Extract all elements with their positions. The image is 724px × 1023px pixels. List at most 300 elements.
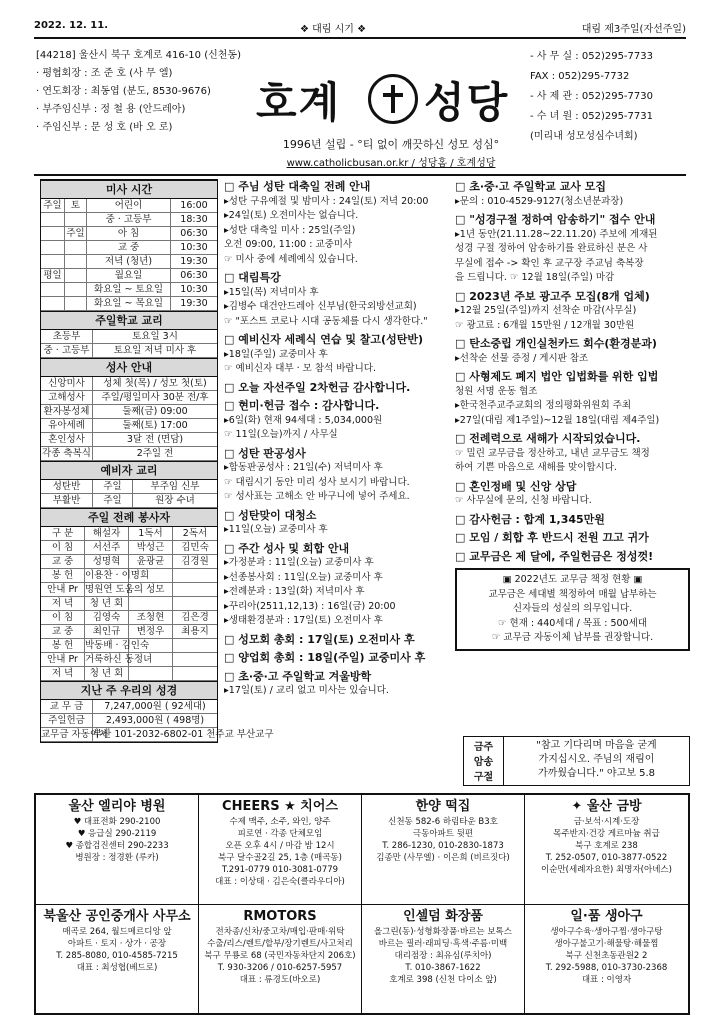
season-label: ❖ 대림 시기 ❖ [300,24,367,35]
schedule-cell [173,597,217,610]
notice-item [224,447,452,505]
notice-line: ▸11일(오늘) 교중미사 후 [224,524,328,535]
notice-line: ☞ 광고료 : 6개월 15만원 / 12개월 30만원 [455,319,635,331]
schedule-cell: 화요일 ~ 토요일 [87,283,171,296]
ad-line: 김종만 (사무엘) · 이은희 (비르짓다) [376,853,510,863]
schedule-cell: 최용지 [181,626,209,637]
schedule-cell: 10:30 [180,242,208,253]
notice-item [455,480,690,509]
schedule-row [41,255,217,269]
ad-line: 전차종/신차/중고차/매입·판매·위탁 [215,927,345,937]
schedule-row [41,330,217,344]
schedule-row [41,625,217,639]
schedule-cell: 2,493,000원 ( 498명) [105,715,205,726]
notice-item [455,550,690,565]
notices-column-right [455,180,690,651]
schedule-cell: 아 침 [87,227,171,240]
schedule-cell [173,667,217,680]
ad-line: 목주반지·건강 게르마늄 취급 [553,829,660,839]
parish-info-line: · 주임신부 : 문 성 호 (바 오 로) [36,122,173,133]
schedule-cell: 김영숙 [85,611,129,624]
notice-heading: □ 전례력으로 새해가 시작되었습니다. [455,432,641,445]
ad-line: T.291-0779 010-3081-0779 [221,865,339,875]
schedule-cell: 3달 전 (면담) [126,434,184,445]
schedule-cell [41,227,65,240]
schedule-section-header: 주일 전례 봉사자 [41,508,217,527]
schedule-row [41,419,217,433]
schedule-cell: 토요일 저녁 미사 후 [113,345,197,356]
schedule-cell: 안내 Pr [41,583,85,596]
schedule-cell: 교 무 금 [41,700,93,713]
notice-line: 무실에 접수 -> 확인 후 교구장 주교님 축복장 [455,257,644,269]
notice-item [224,271,452,329]
dues-line: ☞ 현재 : 440세대 / 목표 : 500세대 [498,617,647,629]
schedule-section-header: 성사 안내 [41,358,217,377]
notice-item [224,180,452,267]
ad-line: 대표 : 류경도(바오로) [239,975,321,985]
ad-line: 대표 : 이영자 [581,975,632,985]
notice-line: ▸선착순 선물 증정 / 게시판 참조 [455,352,589,364]
schedule-row [41,653,217,667]
ad-name: 울산 엘리야 병원 [68,799,166,814]
notice-line: ▸15일(목) 저녁미사 후 [224,286,319,298]
verse-label [464,737,504,785]
notice-heading: □ 초·중·고 주일학교 교사 모집 [455,180,606,193]
schedule-section-header: 주일학교 교리 [41,311,217,330]
notice-heading: □ 성탄 판공성사 [224,446,306,460]
schedule-cell [173,653,217,666]
schedule-cell: 중 · 고등부 [87,213,171,226]
notice-item [224,381,452,396]
schedule-row [41,433,217,447]
ad-name: 한양 떡집 [415,799,471,814]
verse-label-line: 구절 [473,772,494,783]
schedule-cell [65,255,87,268]
verse-text-line: "참고 기다리며 마음을 굳게 [536,740,657,751]
schedule-row [41,213,217,227]
schedule-row [41,611,217,625]
notice-item [455,337,690,366]
ad-line: 신천동 582-6 하림타운 B3호 [388,817,498,827]
notice-line: ☞ 미사 중에 세례예식 있습니다. [224,253,358,265]
ad-line: T. 292-5988, 010-3730-2368 [545,963,668,973]
schedule-cell: 구 분 [41,527,85,540]
ad-line: 피로연 · 각종 단체모임 [237,829,323,839]
ad-line: T. 285-8080, 010-4585-7215 [56,951,178,961]
ad-line: 이순만(세례자요한) 최명자(아녜스) [541,865,672,875]
founding-line: 1996년 설립 - °티 없이 깨끗하신 성모 성심° [282,138,500,151]
schedule-row [41,283,217,297]
notice-line: ▸27일(대림 제1주일)~12월 18일(대림 제4주일) [455,414,660,426]
notice-heading: □ 양업회 총회 : 18일(주일) 교중미사 후 [224,651,426,664]
schedule-cell: 교무금 자동이체 [41,729,109,740]
schedule-cell: 16:00 [180,200,208,211]
schedule-cell: 18:30 [180,214,208,225]
notice-line: ▸생태환경분과 : 17일(토) 오전미사 후 [224,615,383,626]
schedule-cell [129,667,173,680]
schedule-cell: 주일 [65,227,87,240]
schedule-row [41,541,217,555]
schedule-cell [129,639,173,652]
ad-line: 바르는 필러·래피딩·흑색·주름·미백 [378,939,508,949]
schedule-row [41,199,217,213]
schedule-row [41,569,217,583]
schedule-cell: 중 · 고등부 [41,344,93,357]
schedule-cell: 19:30 [180,298,208,309]
notice-line: ▸성탄 구유예절 및 밤미사 : 24일(토) 저녁 20:00 [224,195,429,207]
verse-label-line: 금주 [473,742,494,753]
parish-info-line: · 부주임신부 : 정 철 용 (안드레아) [36,104,186,115]
notice-item [224,333,452,377]
schedule-cell [41,241,65,254]
schedule-cell [173,569,217,582]
schedule-cell: 신앙미사 [41,377,93,390]
schedule-cell: 초등부 [41,330,93,343]
schedule-section-header: 지난 주 우리의 성경 [41,681,217,700]
ad-card [525,905,689,1015]
schedule-cell: 교 중 [87,241,171,254]
schedule-row [41,728,274,742]
schedule-cell: 청 년 회 [85,667,129,680]
notice-item [455,180,690,209]
schedule-cell: 부주임 신부 [150,481,200,492]
parish-logo [256,70,520,130]
ad-card [199,905,362,1015]
ad-line: 대표 : 최성협(베드로) [76,963,158,973]
schedule-cell [173,583,217,596]
notice-item [224,670,452,699]
schedule-cell: 청 년 회 [85,597,129,610]
notice-heading: □ 감사헌금 : 합계 1,345만원 [455,512,605,526]
schedule-row [41,227,217,241]
ad-line: T. 010-3867-1622 [405,963,481,973]
ad-line: 아파트 · 토지 · 상가 · 공장 [67,939,167,949]
schedule-cell: 주일헌금 [41,714,93,727]
schedule-row [41,597,217,611]
schedule-cell: 주일 [41,199,65,212]
notice-heading: □ 혼인정배 및 신앙 상담 [455,479,577,493]
notice-line: ☞ 사무실에 문의, 신청 바랍니다. [455,495,592,506]
notice-item [455,370,690,428]
schedule-cell: 저 녁 [41,597,85,610]
schedule-cell: 7,247,000원 ( 92세대) [104,701,206,712]
schedule-cell: 부산 101-2032-6802-01 천주교 부산교구 [93,729,274,740]
schedule-cell: 명원연 도움의 성모 [85,584,165,595]
ad-line: 대리점장 : 최유심(루치아) [394,951,492,961]
notice-heading: □ 오늘 자선주일 2차헌금 감사합니다. [224,380,411,394]
schedule-cell: 주일 [93,494,133,507]
schedule-cell: 10:30 [180,284,208,295]
schedule-cell: 조청현 [129,611,173,624]
schedule-row [41,555,217,569]
ad-line: ♥ 종합검진센터 290-2233 [65,841,169,851]
schedule-cell [129,653,173,666]
schedule-cell: 서선주 [85,541,129,554]
schedule-cell: 이 침 [41,611,85,624]
notice-line: 성경 구절 정하여 암송하기를 완료하신 분은 사 [455,243,648,254]
schedule-row [41,241,217,255]
notice-item [224,633,452,648]
notice-heading: □ 예비신자 세례식 연습 및 찰고(성탄반) [224,333,423,346]
notice-line: ▸선종봉사회 : 11일(오늘) 교중미사 후 [224,571,383,583]
schedule-cell: 토요일 3시 [132,331,178,342]
schedule-cell [41,297,65,310]
dues-line: ▣ 2022년도 교무금 책정 현황 ▣ [502,574,643,585]
ad-line: 오픈 오후 4시 / 마감 밤 12시 [225,841,335,851]
schedule-cell: 환자봉성체 [41,405,93,418]
notice-item [455,213,690,286]
schedule-cell: 저 녁 [41,667,85,680]
schedule-cell: 2주일 전 [136,448,174,459]
schedule-cell: 화요일 ~ 목요일 [87,297,171,310]
schedule-cell [129,583,173,596]
dues-line: 신자들의 성실의 의무입니다. [512,603,633,614]
notice-heading: □ 2023년 주보 광고주 모집(8개 업체) [455,289,650,303]
schedule-cell: 교 중 [41,555,85,568]
ad-line: ♥ 대표전화 290-2100 [73,817,161,827]
ad-card [362,795,525,905]
schedule-cell: 혼인성사 [41,433,93,446]
schedule-cell: 교 중 [41,625,85,638]
schedule-row [41,269,217,283]
website-link[interactable]: www.catholicbusan.or.kr / 성당홈 / 호계성당 [286,158,496,169]
ad-line: 북구 무룡로 68 (국민자동차단지 206호) [204,951,356,961]
schedule-cell: 주일/평일미사 30분 전/후 [101,392,209,403]
ad-line: 병원장 : 정경환 (루카) [75,853,159,863]
notice-line: ▸12월 25일(주일)까지 선착순 마감(사무실) [455,305,637,316]
notice-line: 오전 09:00, 11:00 : 교중미사 [224,239,353,250]
schedule-cell: 각종 축복식 [41,447,93,460]
parish-info-line: [44218] 울산시 북구 호계로 416-10 (신천동) [36,50,241,61]
logo-text-a: 호계 [256,78,342,127]
memory-verse [463,736,690,786]
contact-line: - 수 녀 원 : 052)295-7731 [530,111,653,122]
notice-heading: □ 대림특강 [224,271,281,284]
ad-line: 북구 달수골2길 25, 1층 (매곡동) [218,853,342,863]
schedule-cell: 부활반 [41,494,93,507]
ad-name: 북울산 공인중개사 사무소 [43,909,191,924]
notice-line: ☞ 대림시기 동안 미리 성사 보시기 바랍니다. [224,476,410,488]
contact-line: - 사 제 관 : 052)295-7730 [530,91,653,102]
schedule-cell [65,241,87,254]
notice-line: ▸전례분과 : 13일(화) 저녁미사 후 [224,586,365,597]
ad-line: 올그린(동)·성형화장품·바르는 보톡스 [374,927,512,937]
notice-item [455,432,690,476]
notice-line: ▸24일(토) 오전미사는 없습니다. [224,210,359,221]
notice-item [455,513,690,528]
schedule-cell [65,283,87,296]
parish-info-line: · 연도회장 : 최동엽 (분도, 8530-9676) [36,86,211,97]
schedule-cell: 해설자 [85,527,129,540]
notice-line: ▸김병수 대건안드레아 신부님(한국외방선교회) [224,301,417,312]
ad-line: 북구 신천초동관원2 2 [565,951,648,961]
ad-name: 인셀덤 화장품 [403,909,483,924]
ad-line: 북구 호계로 238 [575,841,638,851]
schedule-row [41,447,217,461]
notice-item [224,399,452,443]
contact-line: FAX : 052)295-7732 [530,71,630,82]
parish-info-line: · 평협회장 : 조 준 호 (사 무 엘) [36,68,173,79]
schedule-cell [41,213,65,226]
notice-heading: □ 주간 성사 및 회합 안내 [224,541,350,555]
schedule-cell: 김민숙 [181,542,209,553]
cross-emblem-icon [368,74,418,124]
schedule-cell: 둘째(토) 17:00 [122,420,188,431]
schedule-cell: 유아세례 [41,419,93,432]
ad-line: 생아구불고기·해물탕·해물찜 [554,939,659,949]
schedule-section-header: 예비자 교리 [41,461,217,480]
schedule-cell: 토 [65,199,87,212]
top-bar [34,20,686,36]
ad-line: T. 252-0507, 010-3877-0522 [545,853,668,863]
schedule-cell: 이 침 [41,541,85,554]
ad-line: 매곡로 264, 월드메르디앙 앞 [62,927,172,937]
notice-heading: □ 탄소중립 개인실천카드 회수(환경분과) [455,337,657,350]
schedule-cell [65,269,87,282]
schedule-row [41,639,217,653]
notice-line: ☞ 밀린 교무금을 정산하고, 내년 교무금도 책정 [455,447,650,459]
notice-item [224,542,452,629]
schedule-cell: 윤광균 [129,555,173,568]
schedule-cell: 06:30 [180,228,208,239]
schedule-cell: 주일 [93,480,133,493]
ad-line: 호계로 398 (신천 다이소 앞) [389,975,497,985]
sunday-label: 대림 제3주일(자선주일) [581,24,686,35]
notice-item [455,531,690,546]
notice-line: ▸17일(토) / 교리 없고 미사는 있습니다. [224,685,389,696]
schedule-cell: 19:30 [180,256,208,267]
ad-line: 생아구수육·생아구찜·생아구탕 [550,927,663,937]
dues-box [455,568,690,651]
schedule-cell: 저녁 (청년) [87,255,171,268]
schedule-row [41,700,217,714]
verse-text [504,737,689,785]
ad-name: ✦ 울산 금방 [571,799,642,814]
contact-info [530,47,690,147]
contact-line: - 사 무 실 : 052)295-7733 [530,51,653,62]
ads-grid [34,793,690,1015]
verse-label-line: 암송 [473,757,494,768]
schedule-cell: 성탄반 [41,480,93,493]
schedule-cell [65,213,87,226]
schedule-cell: 박동배 · 김인숙 [85,640,150,651]
schedule-cell: 둘째(금) 09:00 [122,406,188,417]
schedule-cell [173,639,217,652]
ad-card [199,795,362,905]
notice-item [224,651,452,666]
schedule-cell: 최인규 [85,625,129,638]
notice-item [455,290,690,334]
notice-heading: □ 성탄맞이 대청소 [224,508,317,522]
notice-heading: □ 성모회 총회 : 17일(토) 오전미사 후 [224,632,415,646]
schedule-cell: 변정우 [129,625,173,638]
notices-column-middle [224,180,452,703]
verse-text-line: 가까웠습니다." 야고보 5.8 [538,768,655,779]
schedule-cell [129,569,173,582]
schedule-cell: 월요일 [87,269,171,282]
schedule-cell: 평일 [41,269,65,282]
schedule-section-header: 미사 시간 [41,180,217,199]
ad-line: 대표 : 이상태 · 김은숙(클라우디아) [215,877,345,887]
schedule-cell: 고해성사 [41,391,93,404]
notice-line: ▸합동판공성사 : 21일(수) 저녁미사 후 [224,462,383,473]
issue-date: 2022. 12. 11. [34,20,109,31]
notice-line: ▸성탄 대축일 미사 : 25일(주일) [224,224,356,236]
schedule-cell [129,597,173,610]
schedule-row [41,527,217,541]
ad-line: 수출/리스/렌트/할부/장기렌트/사고처리 [207,939,353,949]
notice-line: 을 드립니다. ☞ 12월 18일(주일) 마감 [455,272,615,283]
dues-line: 교무금은 세대별 책정하여 매월 납부하는 [488,588,657,600]
notice-line: ▸꾸리아(2511,12,13) : 16일(금) 20:00 [224,600,396,612]
schedule-cell: 김은경 [181,612,209,623]
notice-line: ☞ "포스트 코로나 시대 공동체를 다시 생각한다." [224,315,428,327]
schedule-row [41,391,217,405]
notice-line: ☞ 성사표는 고해소 안 바구니에 넣어 주세요. [224,491,410,502]
notice-line: ☞ 예비신자 대부 · 모 참석 바랍니다. [224,363,376,374]
ad-name: CHEERS ★ 치어스 [222,799,338,814]
schedule-cell: 김경원 [181,556,209,567]
schedule-row [41,494,217,508]
ad-line: T. 286-1230, 010-2830-1873 [382,841,504,851]
ad-card [362,905,525,1015]
ad-card [36,795,199,905]
schedule-row [41,480,217,494]
notice-line: ▸한국천주교주교회의 정의평화위원회 주최 [455,400,631,411]
notice-line: ☞ 11일(오늘)까지 / 사무실 [224,429,338,440]
notice-heading: □ 현미·헌금 접수 : 감사합니다. [224,399,380,412]
schedule-cell: 원장 수녀 [155,495,195,506]
logo-text-b: 성당 [424,78,510,127]
schedule-cell: 거룩하신 동정녀 [85,654,153,665]
schedule-cell: 이용찬 · 이명희 [85,570,150,581]
schedule-row [41,344,217,358]
schedule-row [41,583,217,597]
schedule-cell: 안내 Pr [41,653,85,666]
notice-heading: □ 모임 / 회합 후 반드시 전원 끄고 귀가 [455,531,649,544]
ad-line: T. 930-3206 / 010-6257-5957 [217,963,343,973]
schedule-cell: 2독서 [182,528,208,539]
ad-card [525,795,689,905]
ad-name: RMOTORS [243,909,317,924]
schedule-cell [41,283,65,296]
dues-line: ☞ 교무금 자동이체 납부를 권장합니다. [491,632,654,643]
ad-line: 금·보석·시계·도장 [573,817,640,827]
schedule-cell: 어린이 [87,199,171,212]
notice-item [224,509,452,538]
schedule-cell: 성체 첫(목) / 성모 첫(토) [103,378,207,389]
schedule-cell: 봉 헌 [41,639,85,652]
notice-line: 청원 서명 운동 협조 [455,385,538,397]
schedule-cell: 06:30 [180,270,208,281]
schedule-cell: 성명혁 [85,555,129,568]
schedule-cell [41,255,65,268]
header-divider [34,174,686,176]
parish-info [36,47,266,137]
notice-line: ▸6일(화) 현재 94세대 : 5,034,000원 [224,414,383,426]
ad-line: 극동아파트 뒷편 [412,829,474,839]
ad-line: ♥ 응급실 290-2119 [77,829,157,839]
notice-heading: □ 사형제도 폐지 법안 입법화를 위한 입법 [455,370,659,383]
ad-name: 일·품 생아구 [570,909,643,924]
schedule-row [41,377,217,391]
notice-line: ▸18일(주일) 교중미사 후 [224,348,328,360]
schedule-row [41,667,217,681]
notice-line: 하여 기쁜 마음으로 새해를 맞이합시다. [455,462,617,473]
top-divider [34,37,686,39]
contact-line: (미리내 성모성심수녀회) [530,131,638,142]
schedule-cell: 박성근 [129,541,173,554]
